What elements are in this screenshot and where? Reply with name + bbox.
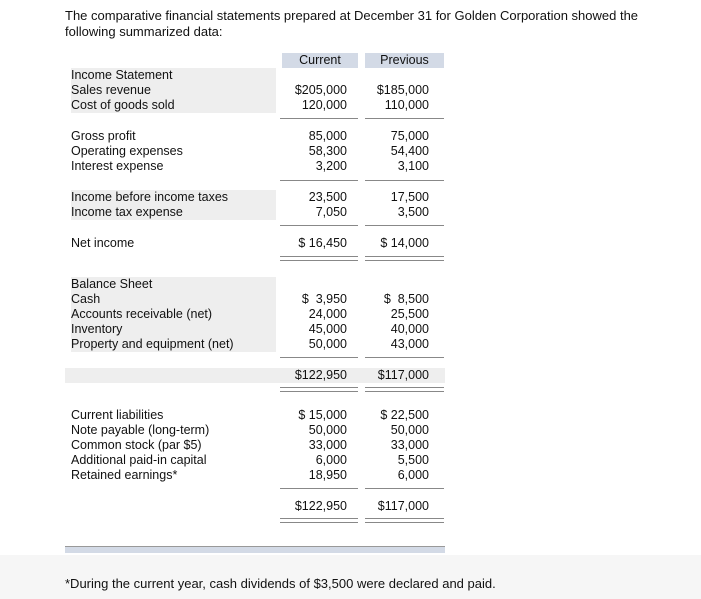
- income-labels-3: [71, 190, 276, 220]
- double-divider: [365, 518, 444, 523]
- row-label: Operating expenses: [71, 144, 183, 158]
- double-divider: [280, 387, 358, 392]
- row-label: Inventory: [71, 322, 123, 336]
- balance-sheet-heading: Balance Sheet: [71, 277, 153, 291]
- row-label: Gross profit: [71, 129, 136, 143]
- divider: [280, 357, 358, 358]
- total-assets-previous-box: [363, 368, 429, 383]
- total-assets-current: $122,950: [294, 368, 347, 382]
- cell-current: 33,000: [308, 438, 347, 452]
- divider: [280, 180, 358, 181]
- cell-previous: $ 8,500: [383, 292, 429, 306]
- row-label: Retained earnings*: [71, 468, 178, 482]
- liability-labels: [71, 408, 276, 483]
- net-income-label: Net income: [71, 236, 135, 250]
- net-income-current: $ 16,450: [298, 236, 347, 250]
- income-current-1: [283, 83, 347, 113]
- income-previous-3: [363, 190, 429, 220]
- divider: [280, 225, 358, 226]
- cell-current: 23,500: [308, 190, 347, 204]
- total-liabilities-previous: $117,000: [377, 499, 429, 513]
- row-label: Income before income taxes: [71, 190, 229, 204]
- net-income-previous: $ 14,000: [380, 236, 429, 250]
- cell-current: 85,000: [308, 129, 347, 143]
- liability-current: [283, 408, 347, 483]
- cell-current: 50,000: [308, 423, 347, 437]
- cell-previous: 5,500: [397, 453, 429, 467]
- cell-previous: $ 22,500: [380, 408, 429, 422]
- row-label: Property and equipment (net): [71, 337, 234, 351]
- divider: [280, 118, 358, 119]
- income-current-2: [283, 129, 347, 174]
- total-assets-current-box: [283, 368, 347, 383]
- footnote: *During the current year, cash dividends of $3,500 were declared and paid.: [65, 576, 496, 591]
- cell-previous: 3,500: [397, 205, 429, 219]
- double-divider: [365, 256, 444, 261]
- income-current-3: [283, 190, 347, 220]
- income-labels-1: [71, 68, 276, 113]
- row-label: Cash: [71, 292, 101, 306]
- divider: [365, 180, 444, 181]
- cell-current: 58,300: [308, 144, 347, 158]
- cell-previous: 110,000: [384, 98, 429, 112]
- cell-previous: $185,000: [376, 83, 429, 97]
- divider: [365, 225, 444, 226]
- divider: [280, 488, 358, 489]
- cell-current: 50,000: [308, 337, 347, 351]
- double-divider: [280, 518, 358, 523]
- cell-current: 120,000: [301, 98, 347, 112]
- total-assets-previous: $117,000: [377, 368, 429, 382]
- row-label: Income tax expense: [71, 205, 183, 219]
- cell-previous: 3,100: [397, 159, 429, 173]
- cell-previous: 75,000: [390, 129, 429, 143]
- row-label: Additional paid-in capital: [71, 453, 207, 467]
- row-label: Note payable (long-term): [71, 423, 210, 437]
- column-header-previous: Previous: [365, 53, 444, 68]
- cell-previous: 6,000: [397, 468, 429, 482]
- income-statement-heading: Income Statement: [71, 68, 173, 82]
- cell-current: $ 15,000: [298, 408, 347, 422]
- cell-current: 6,000: [315, 453, 347, 467]
- divider: [365, 488, 444, 489]
- net-income-label-box: [71, 236, 276, 251]
- cell-current: $205,000: [294, 83, 347, 97]
- cell-previous: 50,000: [390, 423, 429, 437]
- total-liabilities-previous-box: [363, 499, 429, 514]
- intro-text: The comparative financial statements prepared at December 31 for Golden Corporation showed the following summarized data:: [65, 8, 639, 39]
- row-label: Current liabilities: [71, 408, 164, 422]
- divider: [365, 118, 444, 119]
- row-label: Accounts receivable (net): [71, 307, 213, 321]
- divider: [365, 357, 444, 358]
- asset-previous: [363, 292, 429, 352]
- income-previous-2: [363, 129, 429, 174]
- cell-current: 3,200: [315, 159, 347, 173]
- income-previous-1: [363, 83, 429, 113]
- cell-current: 45,000: [308, 322, 347, 336]
- total-liabilities-current-box: [283, 499, 347, 514]
- net-income-previous-box: [363, 236, 429, 251]
- cell-current: $ 3,950: [301, 292, 347, 306]
- asset-current: [283, 292, 347, 352]
- liability-previous: [363, 408, 429, 483]
- cell-current: 7,050: [315, 205, 347, 219]
- total-liabilities-current: $122,950: [294, 499, 347, 513]
- asset-labels: [71, 277, 276, 352]
- row-label: Interest expense: [71, 159, 164, 173]
- income-labels-2: [71, 129, 276, 174]
- table-bottom-band: [65, 546, 445, 553]
- double-divider: [280, 256, 358, 261]
- row-label: Common stock (par $5): [71, 438, 202, 452]
- cell-previous: 25,500: [390, 307, 429, 321]
- net-income-current-box: [283, 236, 347, 251]
- column-header-current: Current: [282, 53, 358, 68]
- cell-previous: 43,000: [390, 337, 429, 351]
- cell-previous: 54,400: [390, 144, 429, 158]
- cell-current: 18,950: [308, 468, 347, 482]
- row-label: Cost of goods sold: [71, 98, 175, 112]
- cell-current: 24,000: [308, 307, 347, 321]
- double-divider: [365, 387, 444, 392]
- row-label: Sales revenue: [71, 83, 151, 97]
- cell-previous: 17,500: [390, 190, 429, 204]
- cell-previous: 40,000: [390, 322, 429, 336]
- cell-previous: 33,000: [390, 438, 429, 452]
